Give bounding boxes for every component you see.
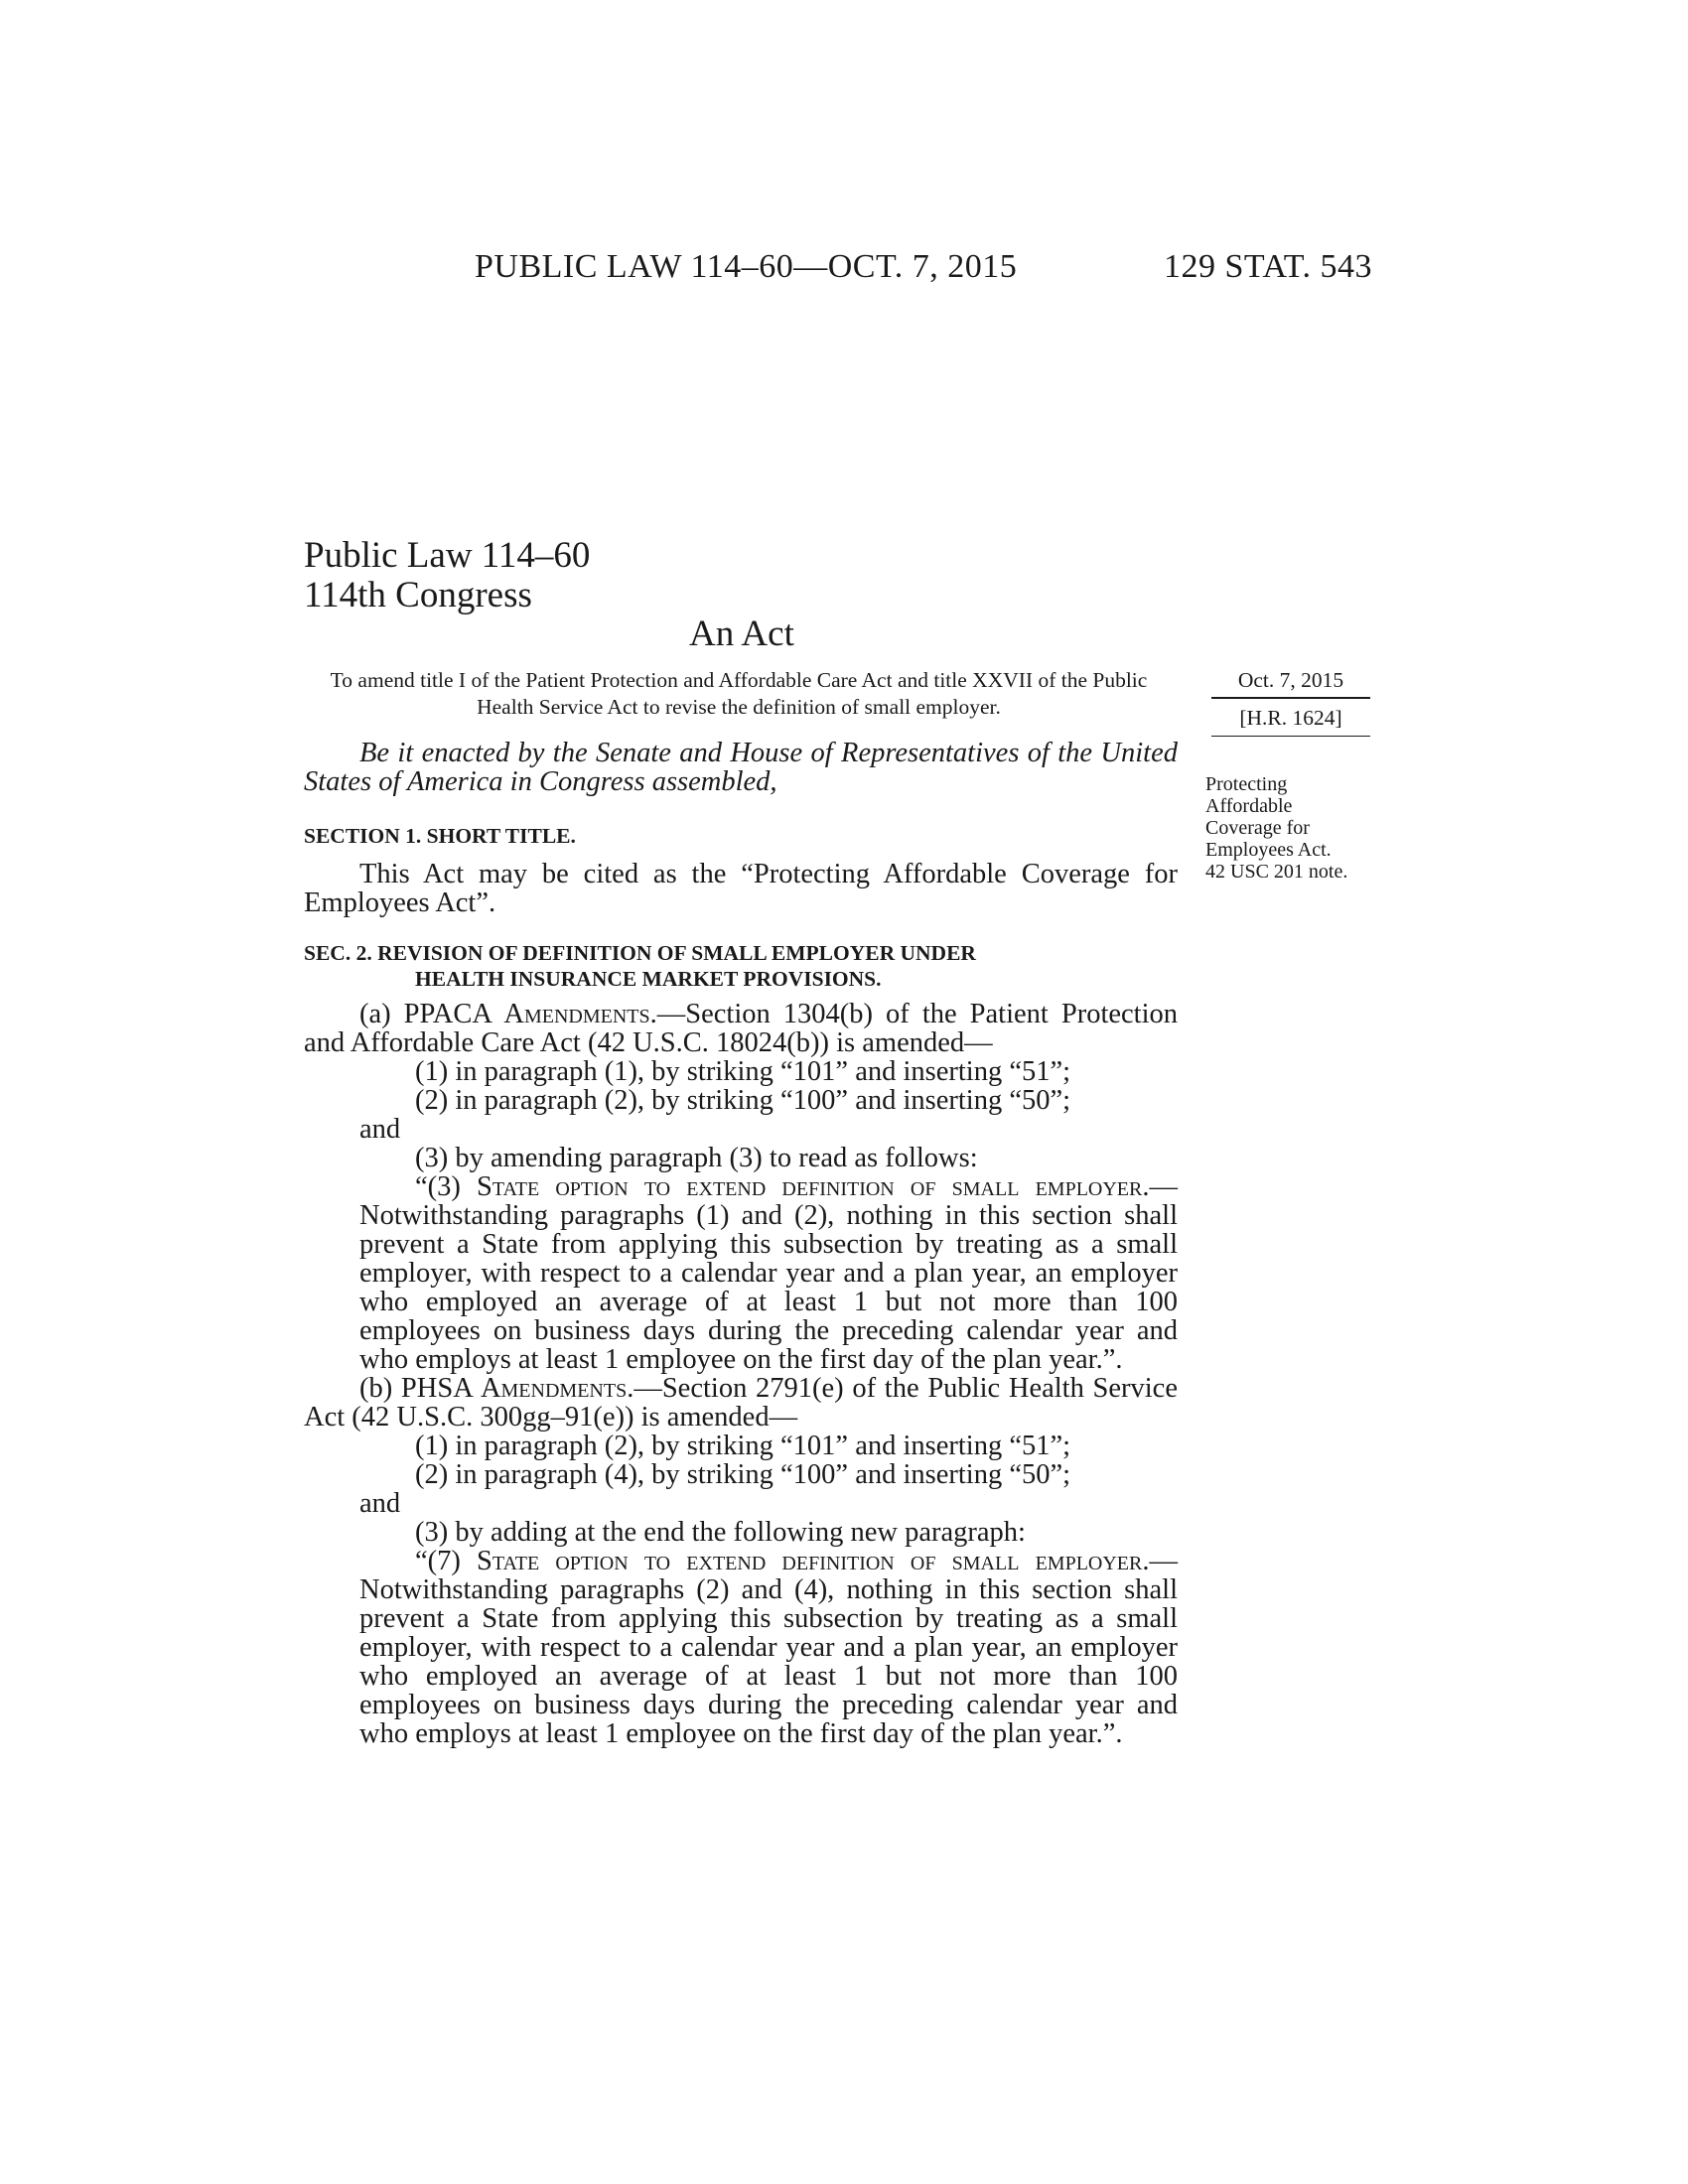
margin-note-line: 42 USC 201 note. (1205, 861, 1348, 883)
enacting-clause: Be it enacted by the Senate and House of Representatives of the United States of America in Congress assembled, (304, 738, 1178, 797)
paragraph-b1: (1) in paragraph (2), by striking “101” and inserting “51”; (415, 1431, 1071, 1461)
quote-text: .—Notwithstanding paragraphs (1) and (2), nothing in this section shall prevent a State from applying this subsection by treating as a small employer, with respect to a calendar year and a plan year, an employer who employed an average of at least 1 but not more than 100 employees on business days during the preceding calendar year and who employs at least 1 employee on the first day of the plan year.”. (359, 1171, 1178, 1375)
quote-caption: State option to extend definition of small employer (477, 1171, 1143, 1202)
paragraph-b2: (2) in paragraph (4), by striking “100” and inserting “50”; (415, 1459, 1071, 1490)
act-heading: An Act (689, 614, 794, 654)
quote-text: .—Notwithstanding paragraphs (2) and (4), nothing in this section shall prevent a State from applying this subsection by treating as a small employer, with respect to a calendar year and a plan year, an employer who employed an average of at least 1 but not more than 100 employees on business days during the preceding calendar year and who employs at least 1 employee on the first day of the plan year.”. (359, 1546, 1178, 1749)
running-header: PUBLIC LAW 114–60—OCT. 7, 2015 (475, 248, 1018, 285)
subsection-a-caption: Amendments (503, 999, 650, 1029)
conjunction: and (359, 1114, 401, 1145)
paragraph-a1: (1) in paragraph (1), by striking “101” and inserting “51”; (415, 1056, 1071, 1087)
quoted-paragraph-b7 (304, 1547, 1178, 1748)
section-2-heading (304, 940, 1178, 992)
margin-note-line: Affordable (1205, 795, 1293, 817)
margin-notes (1205, 773, 1394, 883)
section-1-heading: SECTION 1. SHORT TITLE. (304, 824, 576, 848)
subsection-b (304, 1374, 1178, 1432)
margin-note-line: Protecting (1205, 773, 1288, 795)
long-title: To amend title I of the Patient Protection and Affordable Care Act and title XXVII of the Public Health Service Act to revise the definition of small employer. (330, 668, 1148, 719)
margin-rule (1211, 697, 1370, 699)
quoted-paragraph-a3 (304, 1172, 1178, 1374)
subsection-a (304, 1000, 1178, 1057)
paragraph-a3: (3) by amending paragraph (3) to read as follows: (415, 1143, 978, 1173)
quote-lead: “(7) (415, 1546, 478, 1576)
margin-rule (1211, 736, 1370, 737)
margin-note-line: Coverage for (1205, 817, 1310, 839)
main-text-column (304, 739, 1178, 1748)
margin-bill-number: [H.R. 1624] (1239, 706, 1342, 730)
congress-label: 114th Congress (304, 575, 532, 615)
subsection-b-text: .—Section 2791(e) of the Public Health Service Act (42 U.S.C. 300gg–91(e)) is amended— (304, 1373, 1178, 1433)
conjunction: and (359, 1488, 401, 1519)
paragraph-b3: (3) by adding at the end the following new paragraph: (415, 1517, 1026, 1548)
quote-lead: “(3) (415, 1171, 478, 1202)
section-1-text: This Act may be cited as the “Protecting Affordable Coverage for Employees Act”. (304, 859, 1178, 918)
subsection-b-lead: (b) PHSA (359, 1373, 473, 1404)
quote-caption: State option to extend definition of small employer (477, 1546, 1143, 1576)
stat-page-number: 129 STAT. 543 (1164, 248, 1372, 285)
margin-note-line: Employees Act. (1205, 839, 1332, 861)
subsection-b-caption: Amendments (480, 1373, 628, 1404)
margin-date: Oct. 7, 2015 (1237, 668, 1344, 692)
paragraph-a2: (2) in paragraph (2), by striking “100” and inserting “50”; (415, 1085, 1071, 1116)
section-2-heading-line1: SEC. 2. REVISION OF DEFINITION OF SMALL EMPLOYER UNDER (304, 941, 976, 965)
law-title: Public Law 114–60 (304, 535, 591, 576)
subsection-a-text: .—Section 1304(b) of the Patient Protection and Affordable Care Act (42 U.S.C. 18024(b)) is amended— (304, 999, 1179, 1058)
subsection-a-lead: (a) PPACA (359, 999, 492, 1029)
section-2-heading-line2: HEALTH INSURANCE MARKET PROVISIONS. (415, 967, 882, 991)
